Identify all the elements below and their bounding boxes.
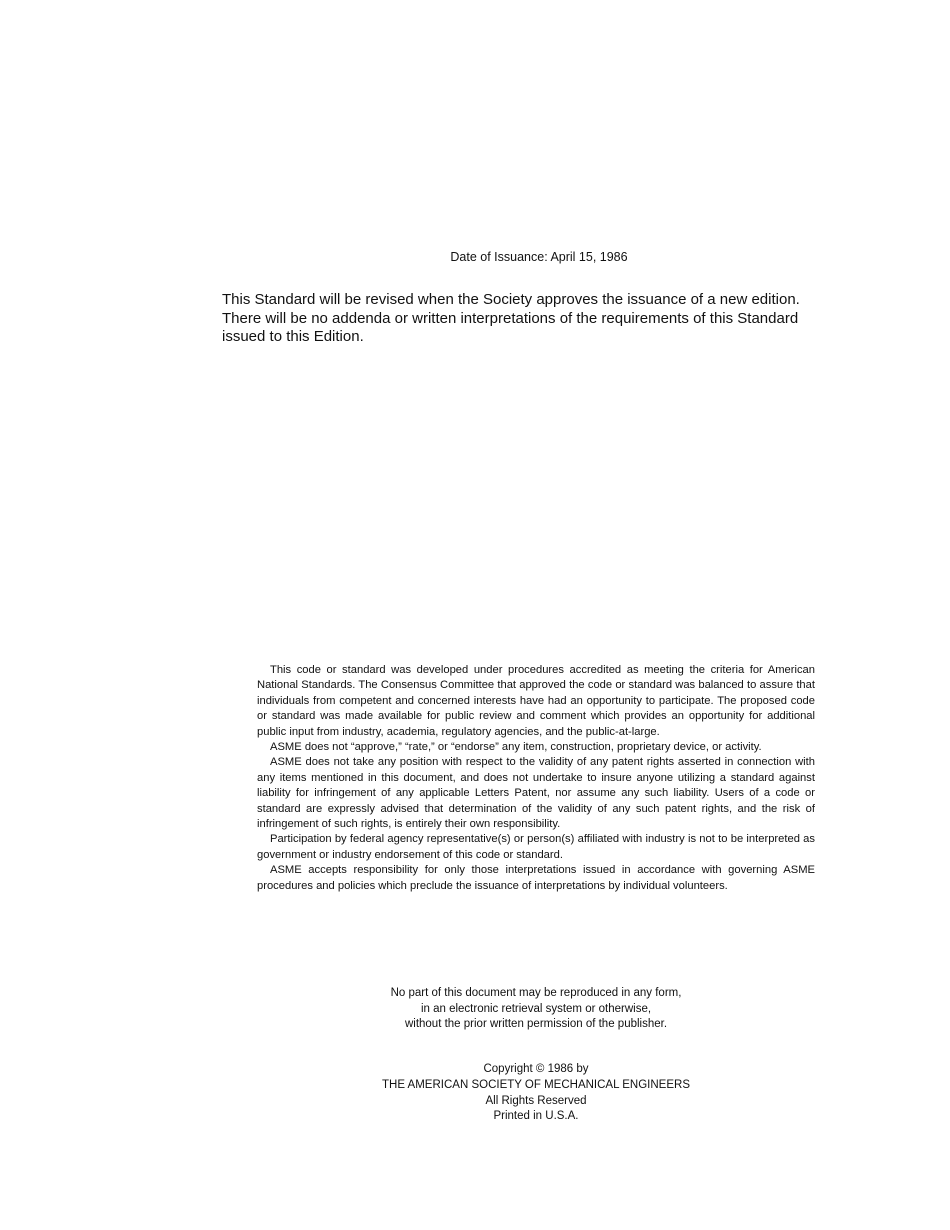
printed-in: Printed in U.S.A. bbox=[493, 1110, 579, 1123]
date-of-issuance: Date of Issuance: April 15, 1986 bbox=[450, 250, 628, 264]
revision-notice-line: This Standard will be revised when the Society approves the issuance of a new edition. bbox=[222, 291, 800, 308]
copyright-block bbox=[300, 1062, 772, 1125]
reproduction-line: in an electronic retrieval system or otherwise, bbox=[420, 1002, 652, 1015]
notice-paragraph-federal: Participation by federal agency representative(s) or person(s) affiliated with industry is not to be interpreted as government or industry endorsement of this code or standard. bbox=[257, 833, 815, 861]
notice-paragraph-patent: ASME does not take any position with respect to the validity of any patent rights asserted in connection with any items mentioned in this document, and does not undertake to insure anyone utilizing a standard against liability for infringement of any applicable Letters Patent, nor assume any such liability. Users of a code or standard are expressly advised that determination of the validity of any such patent rights, and the risk of infringement of such rights, is entirely their own responsibility. bbox=[257, 756, 815, 831]
notice-paragraph-interpretations: ASME accepts responsibility for only those interpretations issued in accordance with governing ASME procedures and policies which preclude the issuance of interpretations by individual volunteers. bbox=[257, 864, 815, 892]
revision-notice-line: issued to this Edition. bbox=[222, 328, 364, 345]
publisher-name: THE AMERICAN SOCIETY OF MECHANICAL ENGINEERS bbox=[382, 1078, 690, 1091]
reproduction-line: No part of this document may be reproduced in any form, bbox=[390, 987, 682, 999]
rights-reserved: All Rights Reserved bbox=[485, 1094, 587, 1107]
reproduction-notice bbox=[300, 986, 772, 1033]
accreditation-notice bbox=[257, 663, 815, 894]
copyright-line: Copyright © 1986 by bbox=[483, 1063, 589, 1075]
notice-paragraph-accreditation: This code or standard was developed under procedures accredited as meeting the criteria for American National Standards. The Consensus Committee that approved the code or standard was balanced to assure that individuals from competent and concerned interests have had an opportunity to participate. The proposed code or standard was made available for public review and comment which provides an opportunity for additional public input from industry, academia, regulatory agencies, and the public-at-large. bbox=[257, 664, 815, 738]
reproduction-line: without the prior written permission of the publisher. bbox=[404, 1018, 668, 1031]
revision-notice bbox=[222, 291, 854, 347]
revision-notice-line: There will be no addenda or written interpretations of the requirements of this Standard bbox=[222, 309, 799, 327]
notice-paragraph-endorsement: ASME does not “approve,” “rate,” or “endorse” any item, construction, proprietary device, or activity. bbox=[270, 741, 762, 754]
